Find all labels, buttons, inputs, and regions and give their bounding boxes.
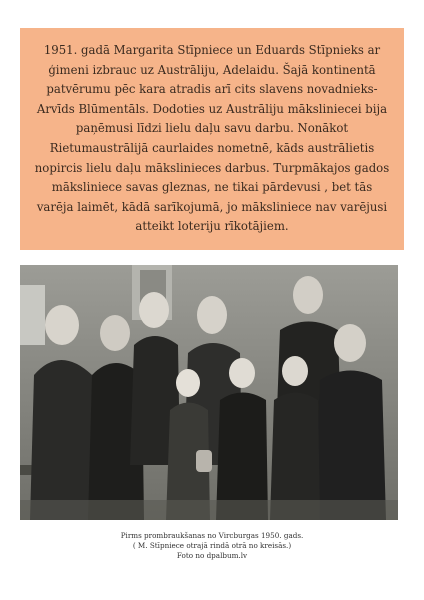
intro-text-box xyxy=(20,28,404,250)
caption-line-3: Foto no dpalbum.lv xyxy=(176,551,248,560)
intro-paragraph: 1951. gadā Margarita Stīpniece un Eduards Stīpnieks ar ģimeni izbrauc uz Austrāliju, Adelaidu. Šajā kontinentā patvērumu pēc kara atradis arī cits slavens novadnieks- Arvīds Blūmentāls. Dodoties uz Austrāliju māksliniecei bija paņēmusi līdzi lielu daļu savu darbu. Nonākot Rietumaustrālijā caurlaides nometnē, kāds austrālietis nopircis lielu daļu mākslinieces darbus. Turpmākajos gados māksliniece savas gleznas, ne tikai pārdevusi , bet tās varēja laimēt, kādā sarīkojumā, jo māksliniece nav varējusi atteikt loteriju rīkotājiem. xyxy=(34,43,390,234)
caption-line-1: Pirms prombraukšanas no Vircburgas 1950. gads. xyxy=(120,531,304,540)
caption-line-2: ( M. Stīpniece otrajā rindā otrā no kreisās.) xyxy=(132,541,292,550)
family-group-photo xyxy=(20,265,398,520)
photo-caption xyxy=(20,531,404,561)
